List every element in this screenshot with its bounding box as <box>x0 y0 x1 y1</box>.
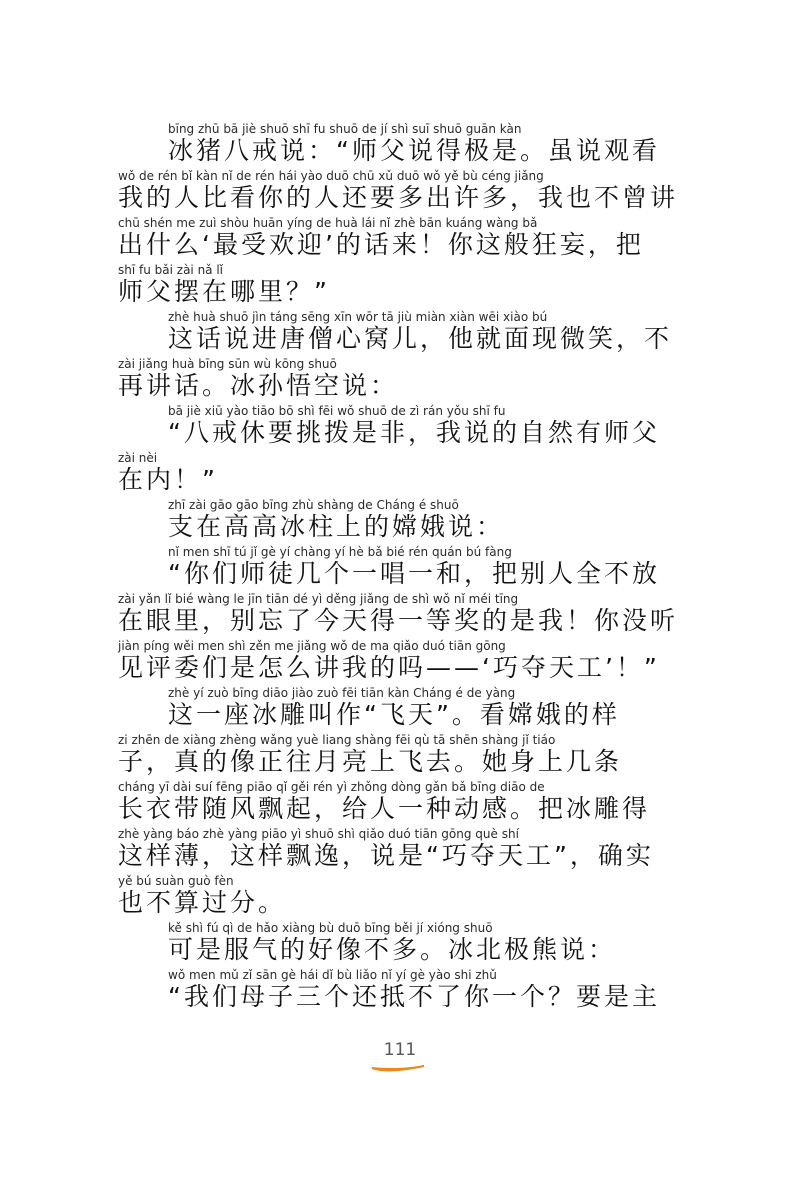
pinyin-row: chū shén me zuì shòu huān yíng de huà lái nǐ zhè bān kuáng wàng bǎ <box>118 216 538 230</box>
text-line <box>168 122 660 166</box>
text-line <box>118 874 286 918</box>
hanzi-row: “我们母子三个还抵不了你一个？要是主 <box>168 982 660 1011</box>
text-line <box>168 968 660 1012</box>
page-number: 111 <box>383 1040 417 1060</box>
text-line <box>118 639 660 683</box>
hanzi-row: 支在高高冰柱上的嫦娥说： <box>168 512 505 541</box>
text-line <box>168 686 620 730</box>
text-line <box>168 498 504 542</box>
pinyin-row: nǐ men shī tú jǐ gè yí chàng yí hè bǎ bié rén quán bú fàng <box>168 545 512 559</box>
hanzi-row: 我的人比看你的人还要多出许多，我也不曾讲 <box>118 183 679 212</box>
hanzi-row: “你们师徒几个一唱一和，把别人全不放 <box>168 559 660 588</box>
hanzi-row: 子，真的像正往月亮上飞去。她身上几条 <box>118 747 623 776</box>
hanzi-row: 这一座冰雕叫作“飞天”。看嫦娥的样 <box>168 700 620 729</box>
pinyin-row: zài nèi <box>118 451 158 465</box>
text-line <box>118 451 218 495</box>
hanzi-row: 见评委们是怎么讲我的吗——‘巧夺天工’！” <box>118 653 660 682</box>
pinyin-row: kě shì fú qì de hǎo xiàng bù duō bīng běi jí xióng shuō <box>168 921 493 935</box>
pinyin-row: jiàn píng wěi men shì zěn me jiǎng wǒ de ma qiǎo duó tiān gōng <box>118 639 506 653</box>
hanzi-row: “八戒休要挑拨是非，我说的自然有师父 <box>168 418 660 447</box>
pinyin-row: zhè yàng báo zhè yàng piāo yì shuō shì qiǎo duó tiān gōng què shí <box>118 827 519 841</box>
pinyin-row: zhè huà shuō jìn táng sēng xīn wōr tā jiù miàn xiàn wēi xiào bú <box>168 310 548 324</box>
hanzi-row: 也不算过分。 <box>118 888 287 917</box>
text-line <box>168 404 660 448</box>
pinyin-row: cháng yī dài suí fēng piāo qǐ gěi rén yì zhǒng dòng gǎn bǎ bīng diāo de <box>118 780 545 794</box>
hanzi-row: 出什么‘最受欢迎’的话来！你这般狂妄，把 <box>118 230 644 259</box>
text-line <box>118 169 678 213</box>
hanzi-row: 在眼里，别忘了今天得一等奖的是我！你没听 <box>118 606 679 635</box>
text-line <box>168 310 672 354</box>
hanzi-row: 冰猪八戒说：“师父说得极是。虽说观看 <box>168 136 660 165</box>
text-line <box>118 733 622 777</box>
hanzi-row: 长衣带随风飘起，给人一种动感。把冰雕得 <box>118 794 651 823</box>
pinyin-row: zhè yí zuò bīng diāo jiào zuò fēi tiān kàn Cháng é de yàng <box>168 686 516 700</box>
pinyin-row: wǒ de rén bǐ kàn nǐ de rén hái yào duō chū xǔ duō wǒ yě bù céng jiǎng <box>118 169 544 183</box>
pinyin-row: yě bú suàn guò fèn <box>118 874 234 888</box>
hanzi-row: 这样薄，这样飘逸，说是“巧夺天工”，确实 <box>118 841 654 870</box>
hanzi-row: 这话说进唐僧心窝儿，他就面现微笑，不 <box>168 324 673 353</box>
text-line <box>168 921 616 965</box>
hanzi-row: 师父摆在哪里？” <box>118 277 330 306</box>
hanzi-row: 在内！” <box>118 465 218 494</box>
pinyin-row: bīng zhū bā jiè shuō shī fu shuō de jí shì suī shuō guān kàn <box>168 122 522 136</box>
text-line <box>118 357 398 401</box>
page-number-brush-underline <box>370 1063 426 1072</box>
text-line <box>118 592 678 636</box>
pinyin-row: zài jiǎng huà bīng sūn wù kōng shuō <box>118 357 337 371</box>
text-line <box>118 780 650 824</box>
hanzi-row: 再讲话。冰孙悟空说： <box>118 371 399 400</box>
text-line <box>168 545 660 589</box>
pinyin-row: wǒ men mǔ zǐ sān gè hái dǐ bù liǎo nǐ yí gè yào shi zhǔ <box>168 968 497 982</box>
hanzi-row: 可是服气的好像不多。冰北极熊说： <box>168 935 617 964</box>
text-line <box>118 216 644 260</box>
pinyin-row: zhī zài gāo gāo bīng zhù shàng de Cháng é shuō <box>168 498 459 512</box>
text-line <box>118 827 654 871</box>
pinyin-row: zi zhēn de xiàng zhèng wǎng yuè liang shàng fēi qù tā shēn shàng jǐ tiáo <box>118 733 556 747</box>
pinyin-row: shī fu bǎi zài nǎ lǐ <box>118 263 224 277</box>
pinyin-row: bā jiè xiū yào tiāo bō shì fēi wǒ shuō de zì rán yǒu shī fu <box>168 404 506 418</box>
text-line <box>118 263 330 307</box>
pinyin-row: zài yǎn lǐ bié wàng le jīn tiān dé yì děng jiǎng de shì wǒ nǐ méi tīng <box>118 592 519 606</box>
